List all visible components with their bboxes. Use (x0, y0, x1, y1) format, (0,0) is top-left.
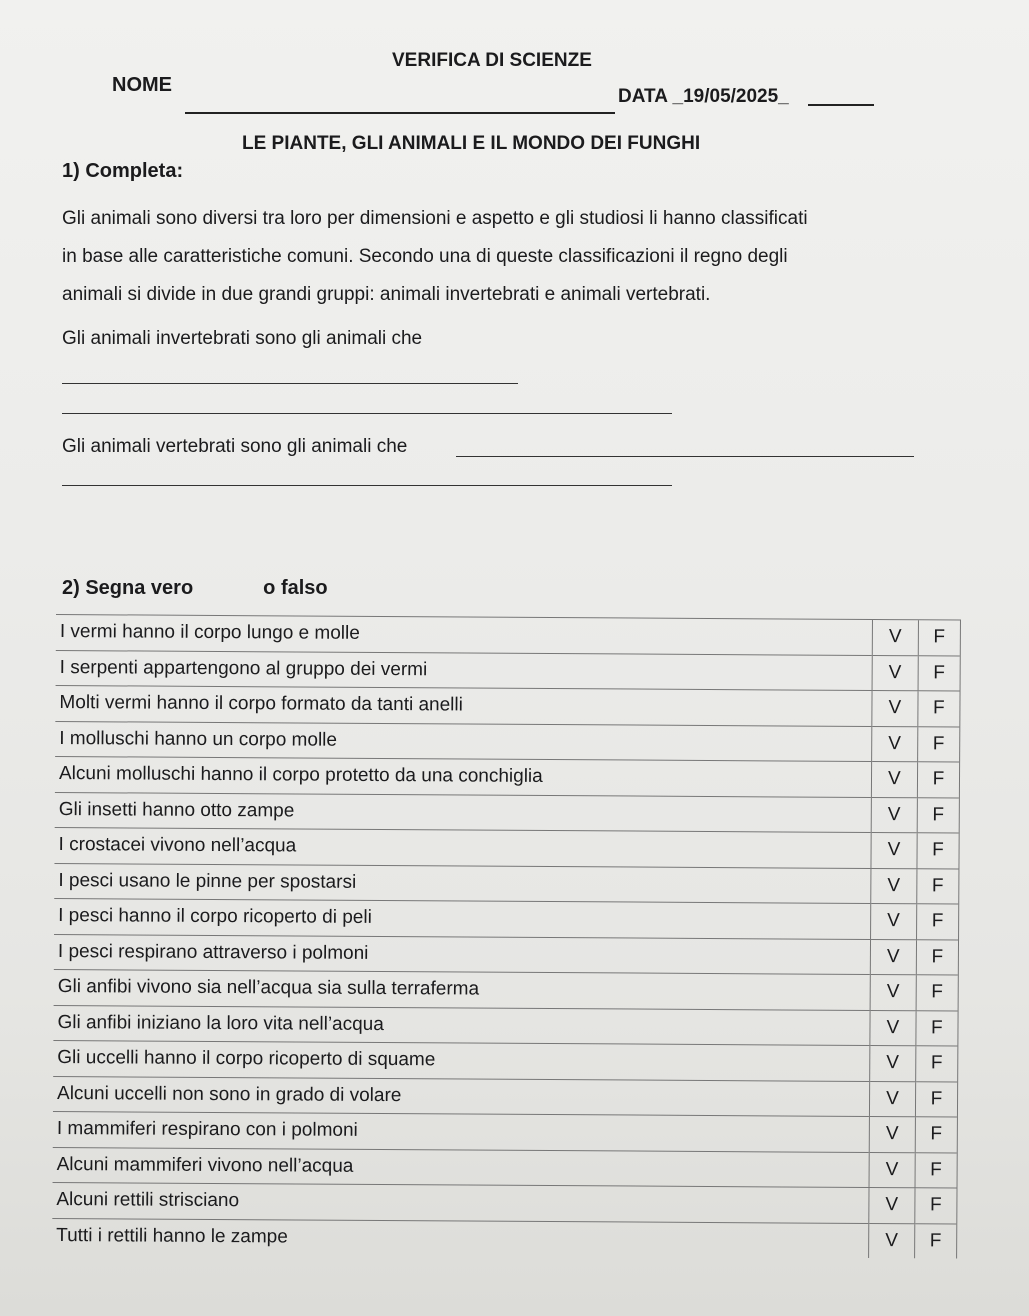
table-row (56, 650, 961, 691)
table-row (54, 969, 959, 1010)
table-row (55, 792, 960, 833)
false-option[interactable]: F (915, 1117, 957, 1153)
false-option[interactable]: F (917, 833, 959, 869)
false-option[interactable]: F (918, 620, 960, 656)
false-option[interactable]: F (916, 975, 958, 1011)
false-option[interactable]: F (917, 726, 959, 762)
table-row (53, 1005, 958, 1046)
section-title: LE PIANTE, GLI ANIMALI E IL MONDO DEI FUNGHI (242, 133, 701, 154)
table-row (53, 1076, 958, 1117)
paragraph-line-1: Gli animali sono diversi tra loro per dimensioni e aspetto e gli studiosi li hanno classificati (62, 208, 808, 229)
true-option[interactable]: V (872, 655, 918, 691)
statement-text: Alcuni molluschi hanno il corpo protetto da una conchiglia (55, 756, 872, 796)
statement-text: Molti vermi hanno il corpo formato da tanti anelli (55, 685, 872, 725)
table-row (54, 898, 959, 939)
table-row (55, 685, 960, 726)
statement-text: I pesci respirano attraverso i polmoni (54, 934, 871, 974)
table-row (54, 827, 959, 868)
exercise2-title-part2: o falso (263, 577, 328, 599)
invertebrati-answer-line-2[interactable] (62, 413, 672, 414)
statement-text: I crostacei vivono nell’acqua (54, 827, 871, 867)
vertebrati-prompt: Gli animali vertebrati sono gli animali che (62, 436, 408, 457)
true-option[interactable]: V (871, 868, 917, 904)
statement-text: I pesci usano le pinne per spostarsi (54, 863, 871, 903)
date-label: DATA _19/05/2025_ (618, 86, 789, 107)
statement-text: I vermi hanno il corpo lungo e molle (56, 615, 873, 655)
statement-text: Gli insetti hanno otto zampe (55, 792, 872, 832)
table-row (55, 721, 960, 762)
true-option[interactable]: V (869, 1116, 915, 1152)
true-option[interactable]: V (869, 1223, 915, 1258)
statement-text: I molluschi hanno un corpo molle (55, 721, 872, 761)
table-row (54, 934, 959, 975)
exercise2-title-part1: 2) Segna vero (62, 577, 194, 599)
false-option[interactable]: F (918, 655, 960, 691)
exercise1-title: 1) Completa: (62, 160, 184, 182)
true-option[interactable]: V (870, 939, 916, 975)
name-field[interactable] (185, 112, 615, 114)
statement-text: Tutti i rettili hanno le zampe (52, 1218, 869, 1258)
table-row (52, 1182, 957, 1223)
false-option[interactable]: F (916, 939, 958, 975)
false-option[interactable]: F (916, 1010, 958, 1046)
false-option[interactable]: F (915, 1081, 957, 1117)
table-row (54, 863, 959, 904)
date-underline (808, 104, 874, 106)
table-row (56, 615, 961, 656)
invertebrati-prompt: Gli animali invertebrati sono gli animali che (62, 328, 423, 349)
test-title: VERIFICA DI SCIENZE (392, 50, 592, 71)
false-option[interactable]: F (915, 1188, 957, 1224)
statement-text: Gli anfibi iniziano la loro vita nell’acqua (53, 1005, 870, 1045)
vertebrati-answer-line-1[interactable] (456, 456, 914, 457)
true-option[interactable]: V (869, 1081, 915, 1117)
table-row (53, 1111, 958, 1152)
statement-text: Alcuni mammiferi vivono nell’acqua (53, 1147, 870, 1187)
statement-text: I pesci hanno il corpo ricoperto di peli (54, 898, 871, 938)
table-row (53, 1040, 958, 1081)
true-option[interactable]: V (872, 619, 918, 655)
table-row (53, 1147, 958, 1188)
false-option[interactable]: F (917, 797, 959, 833)
true-option[interactable]: V (871, 832, 917, 868)
vertebrati-answer-line-2[interactable] (62, 485, 672, 486)
false-option[interactable]: F (917, 868, 959, 904)
true-option[interactable]: V (872, 726, 918, 762)
false-option[interactable]: F (917, 762, 959, 798)
paragraph-line-2: in base alle caratteristiche comuni. Secondo una di queste classificazioni il regno degli (62, 246, 788, 267)
name-label: NOME (112, 74, 172, 96)
true-option[interactable]: V (870, 1045, 916, 1081)
invertebrati-answer-line-1[interactable] (62, 383, 518, 384)
true-option[interactable]: V (871, 903, 917, 939)
false-option[interactable]: F (918, 691, 960, 727)
true-option[interactable]: V (869, 1152, 915, 1188)
false-option[interactable]: F (915, 1046, 957, 1082)
statement-text: Alcuni uccelli non sono in grado di volare (53, 1076, 870, 1116)
statement-text: Gli anfibi vivono sia nell’acqua sia sulla terraferma (54, 969, 871, 1009)
exercise2-title (62, 577, 328, 600)
statement-text: I mammiferi respirano con i polmoni (53, 1111, 870, 1151)
table-row (52, 1218, 957, 1259)
true-option[interactable]: V (872, 690, 918, 726)
false-option[interactable]: F (916, 904, 958, 940)
true-option[interactable]: V (871, 761, 917, 797)
statement-text: Alcuni rettili strisciano (52, 1182, 869, 1222)
true-option[interactable]: V (870, 974, 916, 1010)
true-option[interactable]: V (870, 1010, 916, 1046)
paragraph-line-3: animali si divide in due grandi gruppi: animali invertebrati e animali vertebrati. (62, 284, 711, 305)
statement-text: Gli uccelli hanno il corpo ricoperto di squame (53, 1040, 870, 1080)
true-option[interactable]: V (869, 1187, 915, 1223)
false-option[interactable]: F (914, 1223, 956, 1258)
true-option[interactable]: V (871, 797, 917, 833)
true-false-table (52, 614, 961, 1259)
false-option[interactable]: F (915, 1152, 957, 1188)
statement-text: I serpenti appartengono al gruppo dei vermi (56, 650, 873, 690)
table-row (55, 756, 960, 797)
